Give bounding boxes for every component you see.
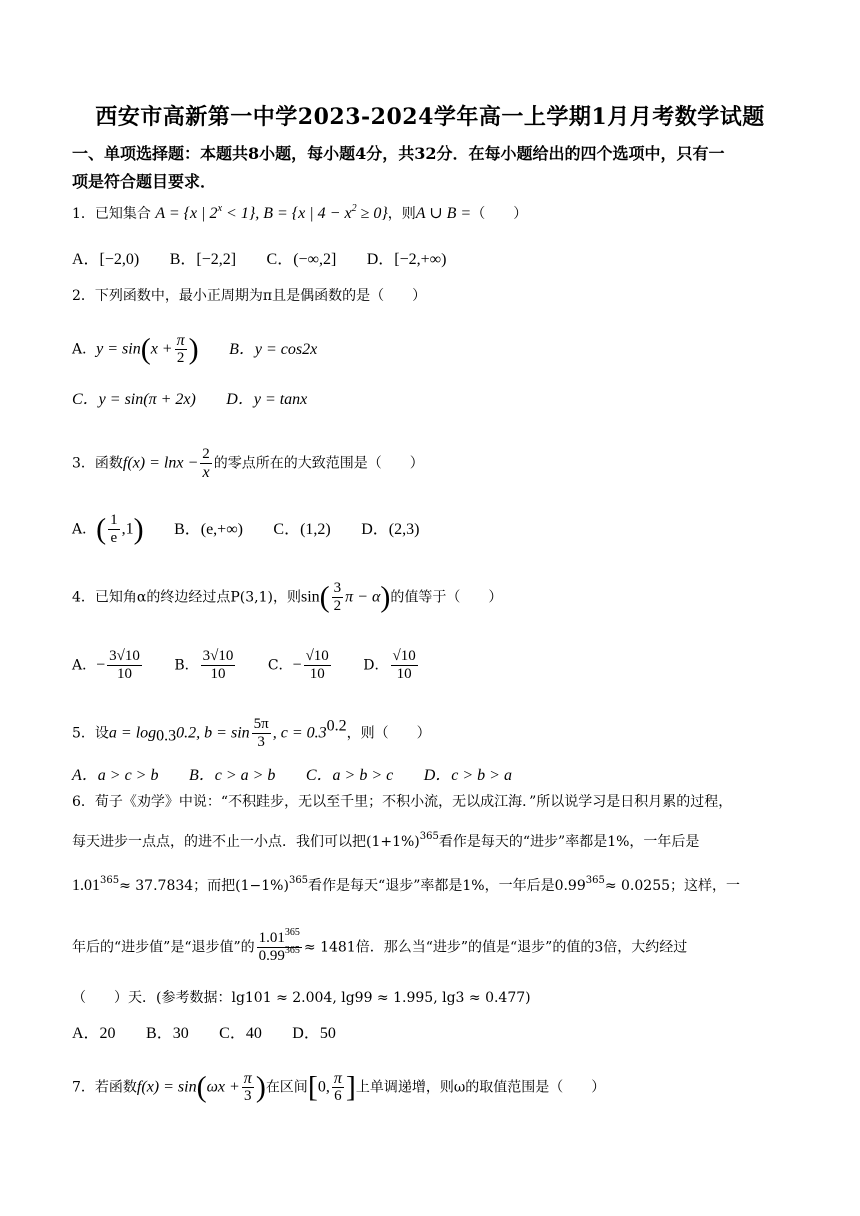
question-2-options-row2 (72, 390, 802, 410)
section-heading-line1: 一、单项选择题：本题共8小题，每小题4分，共32分．在每小题给出的四个选项中，只有一 (72, 144, 725, 163)
question-text: 在区间 (265, 1079, 308, 1096)
option-a (72, 648, 144, 683)
question-text: ≈ 0.0255；这样，一 (604, 878, 741, 894)
question-5-options (72, 766, 802, 786)
math-union: A ∪ B = (415, 205, 472, 222)
answer-blank: （ ） (471, 206, 528, 222)
question-text: 年后的“进步值”是“退步值”的 (72, 939, 255, 956)
question-6-options (72, 1024, 802, 1044)
set-b-sup: 2 (351, 203, 357, 214)
question-text: 函数 (94, 455, 123, 472)
option-label: A． (72, 341, 97, 358)
option-label: D． (363, 657, 389, 674)
fraction-num: √10 (392, 648, 416, 664)
option-b: B．30 (146, 1025, 189, 1042)
question-number: 3． (72, 455, 95, 472)
fraction-den: e (110, 530, 118, 546)
fraction-num-base: 1.01 (258, 930, 285, 946)
page-title: 西安市高新第一中学2023-2024学年高一上学期1月月考数学试题 (95, 104, 765, 130)
question-2-options-row1 (72, 332, 802, 367)
set-a-text: A = {x | 2 (155, 205, 218, 222)
fraction-num: π (333, 1070, 342, 1087)
option-d: D．[−2,+∞) (366, 251, 447, 268)
math-expr: 1.01 (72, 877, 100, 894)
question-4 (72, 580, 802, 615)
paren-left: ( (96, 512, 107, 546)
fraction (391, 648, 418, 683)
question-number: 1． (72, 206, 95, 222)
fraction-num: 3√10 (202, 648, 234, 664)
bracket-right: ] (345, 1070, 356, 1104)
fraction-num: √10 (305, 648, 329, 664)
fraction-den: 6 (334, 1088, 342, 1104)
paren-right: ) (133, 512, 144, 546)
set-a-sup: x (217, 203, 223, 214)
set-b-end: ≥ 0} (356, 205, 388, 222)
fraction-num: 5π (253, 716, 269, 732)
question-3-options (72, 512, 802, 547)
fraction (332, 580, 344, 615)
exponent: 365 (284, 945, 300, 956)
option-c: C．(−∞,2] (266, 251, 337, 268)
fraction-den: 10 (117, 666, 133, 682)
option-label: B． (174, 657, 199, 674)
fraction-den (257, 945, 302, 965)
fraction-den: x (202, 464, 210, 481)
option-d: D．(2,3) (361, 520, 420, 538)
section-heading (72, 140, 794, 196)
paren-right: ) (188, 332, 199, 366)
math-expr: ,1 (121, 520, 134, 538)
option-a: A．20 (72, 1025, 116, 1042)
question-text: 看作是每天“退步”率都是1%，一年后是0.99 (308, 878, 586, 894)
question-text: 若函数 (94, 1079, 137, 1096)
fraction (257, 927, 302, 965)
fraction-den: 3 (257, 734, 265, 750)
exponent: 365 (419, 831, 439, 842)
math-expr: π − α (345, 588, 381, 606)
option-a (72, 512, 144, 547)
fraction-den: 2 (333, 598, 342, 614)
question-1 (72, 204, 802, 224)
fraction (200, 446, 212, 481)
option-sign: − (292, 656, 302, 674)
question-number: 5． (72, 725, 95, 742)
question-text: 的零点所在的大致范围是（ ） (213, 455, 424, 472)
math-expr: y = sin (96, 340, 141, 358)
math-expr: ωx + (206, 1078, 240, 1096)
option-d: D．y = tanx (226, 391, 308, 408)
question-text: 的值等于（ ） (390, 589, 503, 606)
question-text: 上单调递增，则ω的取值范围是（ ） (355, 1079, 606, 1096)
log-base: 0.3 (156, 727, 177, 745)
fraction-num: π (176, 332, 185, 349)
question-text: 下列函数中，最小正周期为π且是偶函数的是（ ） (94, 288, 427, 304)
option-c (268, 648, 333, 683)
question-6-line4 (72, 927, 802, 965)
option-d (363, 648, 419, 683)
question-text: ，则 (387, 206, 416, 222)
bracket-left: [ (307, 1070, 318, 1104)
exponent: 365 (585, 875, 605, 886)
set-a-end: < 1}, B = {x | 4 − x (222, 205, 352, 222)
question-text: 已知角α的终边经过点P(3,1)，则 (94, 589, 301, 606)
question-6-line5: （ ）天．(参考数据：lg101 ≈ 2.004, lg99 ≈ 1.995, lg3 ≈ 0.477) (72, 990, 531, 1006)
option-d: D．50 (292, 1025, 336, 1042)
fraction (252, 716, 271, 751)
math-expr: x + (150, 340, 173, 358)
fraction-num: 2 (202, 446, 210, 462)
option-c: C．(1,2) (273, 520, 331, 538)
option-b: B．[−2,2] (169, 251, 237, 268)
paren-left: ( (319, 580, 330, 614)
option-c: C．y = sin(π + 2x) (72, 391, 196, 408)
question-text: 每天进步一点点，的进不止一小点．我们可以把(1+1%) (72, 834, 420, 850)
exponent: 365 (100, 875, 120, 886)
option-b: B．c > a > b (188, 767, 276, 784)
math-set-a (155, 205, 387, 222)
fraction (304, 648, 331, 683)
option-label: A． (72, 657, 97, 674)
math-expr: 0.2, b = sin (176, 724, 250, 742)
question-number: 4． (72, 589, 95, 606)
question-6-line2 (72, 832, 802, 852)
math-expr: , c = 0.3 (272, 724, 327, 742)
fraction-num: π (243, 1070, 252, 1087)
fraction (242, 1070, 254, 1105)
fraction-den: 10 (309, 666, 325, 682)
fraction (175, 332, 187, 367)
question-text: 看作是每天的“进步”率都是1%，一年后是 (438, 834, 700, 850)
exponent: 0.2 (326, 717, 347, 735)
question-3 (72, 446, 802, 481)
option-a (72, 332, 199, 367)
option-b: B．(e,+∞) (174, 520, 243, 538)
option-c: C．a > b > c (305, 767, 394, 784)
question-4-options (72, 648, 802, 683)
exponent: 365 (288, 875, 309, 886)
question-number: 7． (72, 1079, 95, 1096)
fraction-num: 3√10 (109, 648, 140, 664)
option-b: B．y = cos2x (229, 340, 318, 358)
fraction (108, 512, 120, 547)
question-text: ，则（ ） (346, 725, 431, 742)
paren-left: ( (196, 1070, 207, 1104)
fraction-den: 10 (210, 666, 226, 682)
question-2 (72, 286, 802, 306)
fraction-den: 10 (396, 666, 412, 682)
question-number: 2． (72, 288, 95, 304)
option-d: D．c > b > a (423, 767, 512, 784)
fraction (107, 648, 142, 683)
option-a: A．[−2,0) (72, 251, 140, 268)
question-text: ≈ 1481倍．那么当“进步”的值是“退步”的值的3倍，大约经过 (303, 939, 688, 956)
paren-right: ) (255, 1070, 266, 1104)
paren-right: ) (380, 580, 391, 614)
fraction-den: 3 (244, 1088, 252, 1104)
question-5 (72, 716, 802, 751)
question-text: 设 (94, 725, 109, 742)
fraction (201, 648, 236, 683)
paren-left: ( (140, 332, 151, 366)
option-label: A． (72, 521, 97, 538)
fraction (332, 1070, 344, 1105)
option-c: C．40 (219, 1025, 262, 1042)
option-b (174, 648, 237, 683)
question-6-line1: 6．荀子《劝学》中说：“不积跬步，无以至千里；不积小流，无以成江海．”所以说学习是日积月累的过程， (72, 794, 733, 810)
option-a: A．a > c > b (72, 767, 159, 784)
question-text: ≈ 37.7834；而把(1−1%) (119, 878, 289, 894)
math-expr: sin (300, 588, 320, 606)
question-6-line3 (72, 876, 802, 896)
math-expr: a = log (108, 724, 157, 742)
question-1-options (72, 250, 802, 270)
fraction-den-base: 0.99 (258, 948, 285, 964)
fraction-num: 3 (333, 580, 342, 596)
option-sign: − (96, 656, 106, 674)
math-expr: f(x) = lnx − (122, 454, 199, 472)
question-7 (72, 1070, 802, 1105)
option-label: C． (267, 657, 293, 674)
math-expr: f(x) = sin (136, 1078, 197, 1096)
fraction-den: 2 (176, 350, 185, 366)
fraction-num: 1 (110, 512, 118, 528)
math-expr: 0, (317, 1078, 330, 1096)
exponent: 365 (284, 927, 300, 938)
question-text: 已知集合 (94, 206, 151, 222)
section-heading-line2: 项是符合题目要求． (72, 172, 217, 191)
